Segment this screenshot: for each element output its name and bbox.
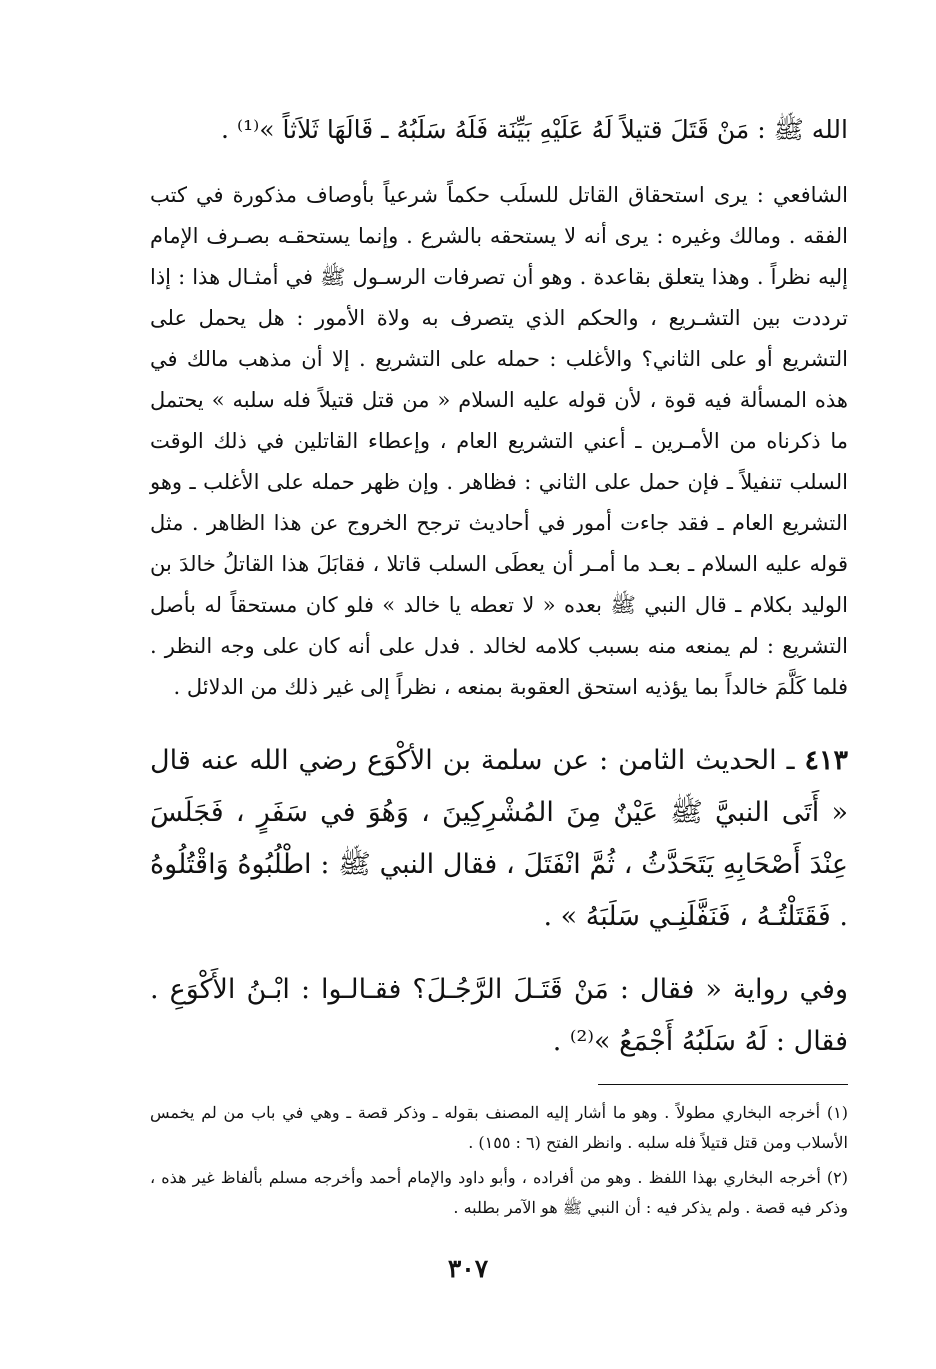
footnote-2: (٢) أخرجه البخاري بهذا اللفظ . وهو من أفراده ، وأبو داود والإمام أحمد وأخرجه مسلم بألفاظ غير هذه ، وذكر فيه قصة . ولم يذكر فيه : أن النبي ﷺ هو الآمر بطلبه . xyxy=(150,1168,848,1217)
hadith-text: ـ الحديث الثامن : عن سلمة بن الأكْوَع رضي الله عنه قال « أَتَى النبيَّ ﷺ عَيْنٌ مِنَ المُشْرِكِينَ ، وَهُوَ في سَفَرٍ ، فَجَلَسَ عِنْدَ أَصْحَابِهِ يَتَحَدَّثُ ، ثُمَّ انْفَتَلَ ، فقال النبي ﷺ : اطْلُبُوهُ وَاقْتُلُوهُ . فَقَتَلْتُـهُ ، فَنَفَّلَنِـي سَلَبَهُ » . xyxy=(150,745,848,932)
footnote-divider xyxy=(598,1084,848,1085)
commentary-paragraph: الشافعي : يرى استحقاق القاتل للسلَب حكماً شرعياً بأوصاف مذكورة في كتب الفقه . ومالك وغيره : يرى أنه لا يستحقه بالشرع . وإنما يستحقـه بصـرف الإمام إليه نظراً . وهذا يتعلق بقاعدة . وهو أن تصرفات الرسـول ﷺ في أمثـال هذا : إذا ترددت بين التشـريع ، والحكم الذي يتصرف به ولاة الأمور : هل يحمل على التشريع أو على الثاني؟ والأغلب : حمله على التشريع . إلا أن مذهب مالك في هذه المسألة فيه قوة ، لأن قوله عليه السلام « من قتل قتيلاً فله سلبه » يحتمل ما ذكرناه من الأمـرين ـ أعني التشريع العام ، وإعطاء القاتلين في ذلك الوقت السلب تنفيلاً ـ فإن حمل على الثاني : فظاهر . وإن ظهر حمله على الأغلب ـ وهو التشريع العام ـ فقد جاءت أمور في أحاديث ترجح الخروج عن هذا الظاهر . مثل قوله عليه السلام ـ بعـد ما أمـر أن يعطَى السلب قاتلا ، فقابَلَ هذا القاتلُ خالدَ بن الوليد بكلام ـ قال النبي ﷺ بعده « لا تعطه يا خالد » فلو كان مستحقاً له بأصل التشريع : لم يمنعه منه بسبب كلامه لخالد . فدل على أنه كان على وجه النظر . فلما كَلَّمَ خالداً بما يؤذيه استحق العقوبة بمنعه ، نظراً إلى غير ذلك من الدلائل . xyxy=(150,183,848,699)
hadith-ending-line: الله ﷺ : مَنْ قَتَلَ قتيلاً لَهُ عَلَيْهِ بَيِّنَة فَلَهُ سَلَبُهُ ـ قَالَهَا ثَلاَثاً »⁽¹⁾ . xyxy=(221,115,848,144)
page-number: ٣٠٧ xyxy=(447,1254,489,1283)
narration-variant-paragraph: وفي رواية « فقال : مَنْ قَتَـلَ الرَّجُـلَ؟ فقـالـوا : ابْـنُ الأَكْوَعِ . فقال : لَهُ سَلَبُهُ أَجْمَعُ »⁽²⁾ . xyxy=(150,974,848,1057)
footnote-1: (١) أخرجه البخاري مطولاً . وهو ما أشار إليه المصنف بقوله ـ وذكر قصة ـ وهي في باب من لم يخمس الأسلاب ومن قتل قتيلاً فله سلبه . وانظر الفتح (٦ : ١٥٥) . xyxy=(150,1103,848,1152)
hadith-paragraph xyxy=(150,735,848,943)
hadith-number: ٤١٣ xyxy=(804,745,848,776)
